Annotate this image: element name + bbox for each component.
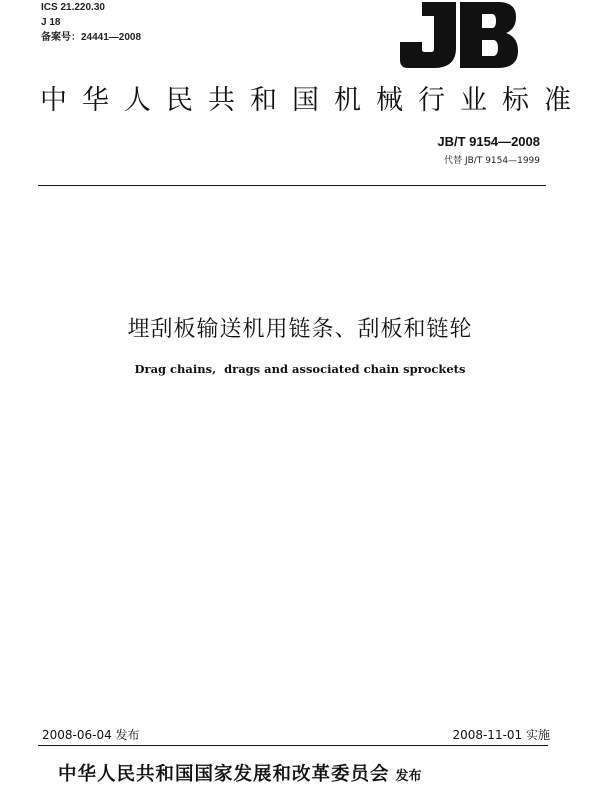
- issue-date: 2008-06-04 发布: [42, 728, 140, 742]
- org-title: 中华人民共和国机械行业标准: [40, 85, 586, 116]
- jb-logo: [400, 2, 518, 68]
- issuing-authority: [58, 760, 422, 786]
- header-divider: [38, 185, 546, 186]
- issuer-suffix: 发布: [395, 769, 422, 784]
- replaces-standard: 代替 JB/T 9154—1999: [444, 156, 540, 166]
- issuer-name: 中华人民共和国国家发展和改革委员会: [58, 764, 390, 785]
- document-title-cn: 埋刮板输送机用链条、刮板和链轮: [127, 317, 473, 342]
- ics-code: ICS 21.220.30: [41, 2, 105, 13]
- standard-number: JB/T 9154—2008: [437, 134, 540, 149]
- category-code: J 18: [41, 17, 61, 28]
- implementation-date: 2008-11-01 实施: [452, 728, 550, 742]
- standard-meta-block: [41, 0, 141, 45]
- record-number: 备案号：24441—2008: [41, 32, 142, 43]
- document-title-en: Drag chains, drags and associated chain sprockets: [134, 362, 466, 376]
- footer-divider: [38, 745, 548, 746]
